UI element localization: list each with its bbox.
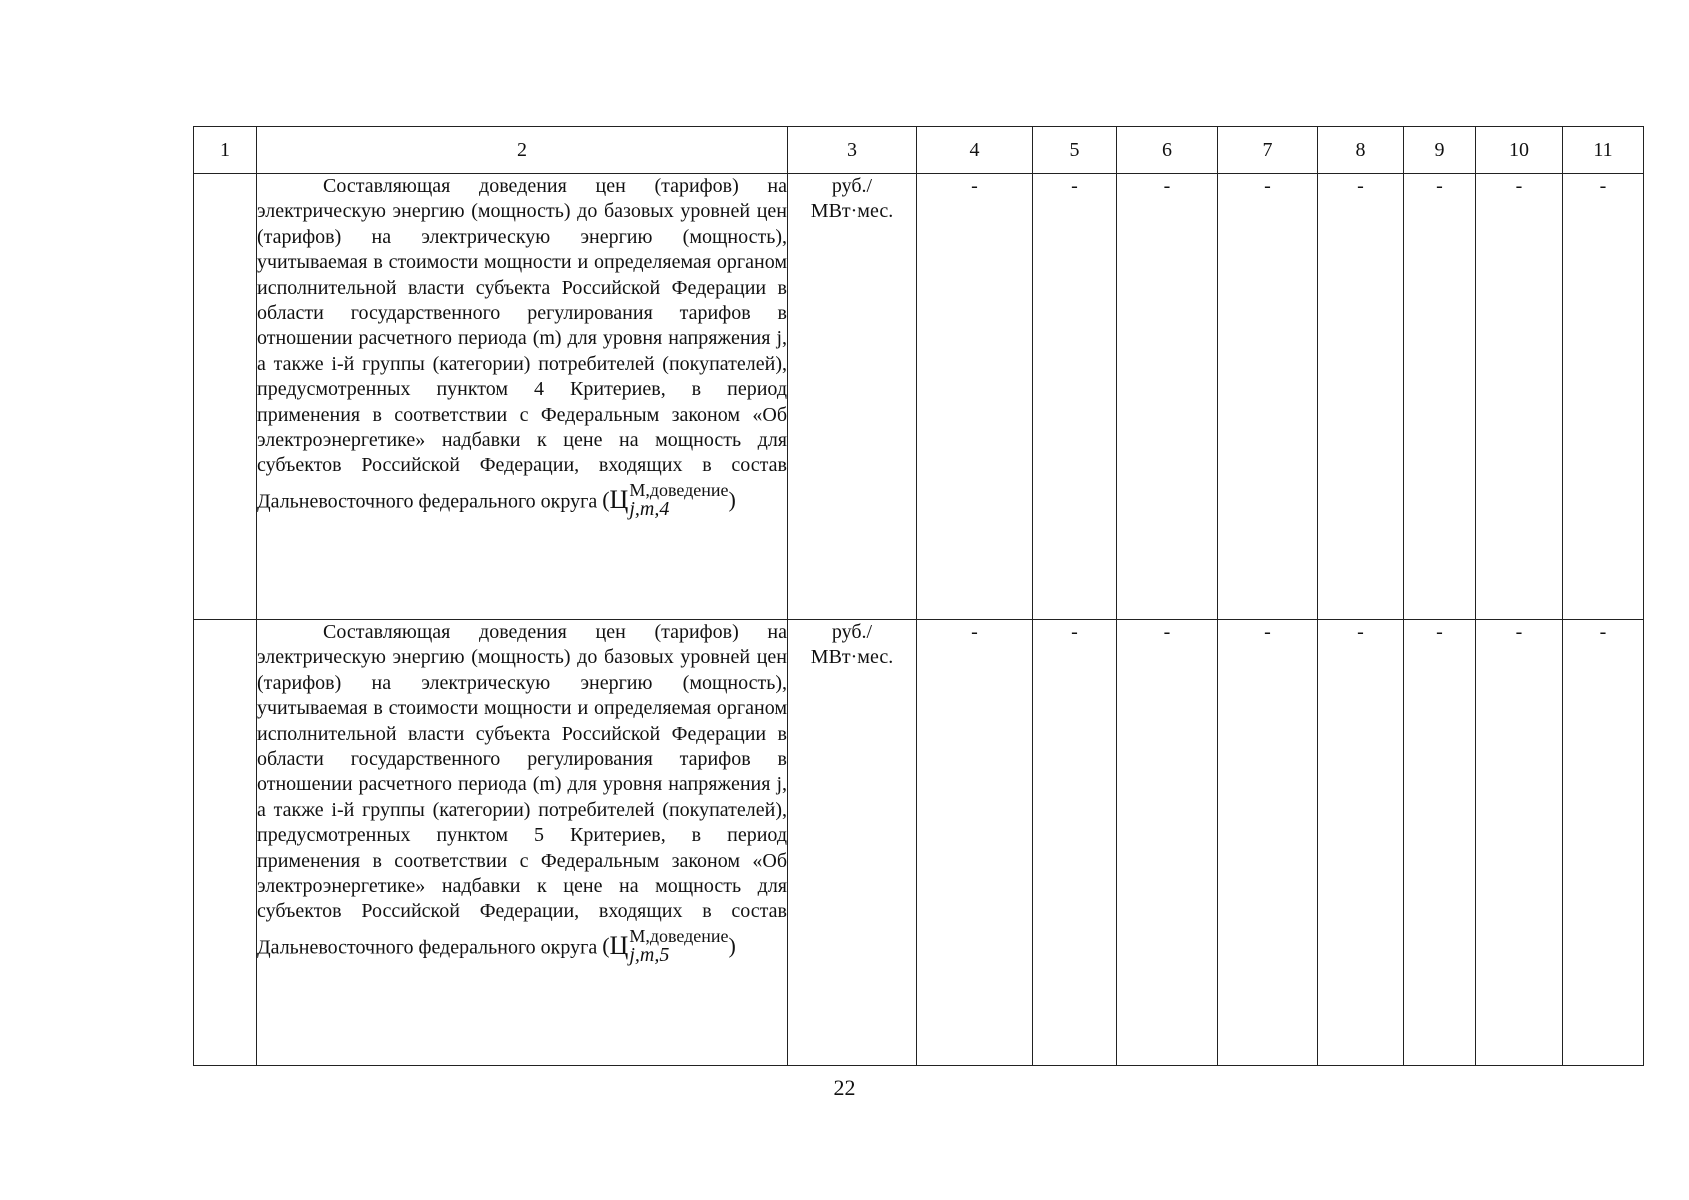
row-number-cell xyxy=(194,174,257,620)
value-cell-8: - xyxy=(1318,620,1404,1066)
value-cell-10: - xyxy=(1476,174,1563,620)
formula: ( Ц М,доведение j,m,4 ) xyxy=(602,479,736,520)
col-header-5: 5 xyxy=(1033,127,1117,174)
value-cell-4: - xyxy=(917,620,1033,1066)
description-text: Составляющая доведения цен (тарифов) на электрическую энергию (мощность) до базовых уровней цен (тарифов) на электрическую энергию (мощность), учитываемая в стоимости мощности и определяемая органом исполнительной власти субъекта Российской Федерации в области государственного регулирования тарифов в отношении расчетного периода (m) для уровня напряжения j, а также i-й группы (категории) потребителей (покупателей), предусмотренных пунктом 5 Критериев, в период применения в соответствии с Федеральным законом «Об электроэнергетике» надбавки к цене на мощность для субъектов Российской Федерации, входящих в состав Дальневосточного федерального округа xyxy=(257,621,787,959)
value-cell-6: - xyxy=(1117,174,1218,620)
col-header-1: 1 xyxy=(194,127,257,174)
value-cell-11: - xyxy=(1563,620,1644,1066)
description-cell xyxy=(257,174,788,620)
unit-cell xyxy=(788,174,917,620)
value-cell-5: - xyxy=(1033,174,1117,620)
unit-line-2: МВт·мес. xyxy=(810,646,894,669)
value-cell-6: - xyxy=(1117,620,1218,1066)
col-header-8: 8 xyxy=(1318,127,1404,174)
col-header-10: 10 xyxy=(1476,127,1563,174)
formula-symbol: Ц xyxy=(609,485,629,515)
page-number: 22 xyxy=(833,1075,856,1100)
value-cell-7: - xyxy=(1218,174,1318,620)
col-header-6: 6 xyxy=(1117,127,1218,174)
formula: ( Ц М,доведение j,m,5 ) xyxy=(602,925,736,966)
description-cell xyxy=(257,620,788,1066)
col-header-7: 7 xyxy=(1218,127,1318,174)
value-cell-8: - xyxy=(1318,174,1404,620)
row-number-cell xyxy=(194,620,257,1066)
value-cell-7: - xyxy=(1218,620,1318,1066)
formula-superscript: М,доведение xyxy=(629,925,729,946)
value-cell-11: - xyxy=(1563,174,1644,620)
table-row xyxy=(194,620,1644,1066)
description-text: Составляющая доведения цен (тарифов) на электрическую энергию (мощность) до базовых уровней цен (тарифов) на электрическую энергию (мощность), учитываемая в стоимости мощности и определяемая органом исполнительной власти субъекта Российской Федерации в области государственного регулирования тарифов в отношении расчетного периода (m) для уровня напряжения j, а также i-й группы (категории) потребителей (покупателей), предусмотренных пунктом 4 Критериев, в период применения в соответствии с Федеральным законом «Об электроэнергетике» надбавки к цене на мощность для субъектов Российской Федерации, входящих в состав Дальневосточного федерального округа xyxy=(257,175,787,513)
formula-symbol: Ц xyxy=(609,931,629,961)
formula-subscript: j,m,5 xyxy=(629,943,670,966)
value-cell-10: - xyxy=(1476,620,1563,1066)
col-header-3: 3 xyxy=(788,127,917,174)
unit-line-1: руб./ xyxy=(831,175,873,197)
value-cell-9: - xyxy=(1404,174,1476,620)
formula-subscript: j,m,4 xyxy=(629,497,670,520)
table-row xyxy=(194,174,1644,620)
col-header-11: 11 xyxy=(1563,127,1644,174)
unit-line-1: руб./ xyxy=(831,621,873,643)
col-header-4: 4 xyxy=(917,127,1033,174)
value-cell-4: - xyxy=(917,174,1033,620)
col-header-9: 9 xyxy=(1404,127,1476,174)
header-row xyxy=(194,127,1644,174)
col-header-2: 2 xyxy=(257,127,788,174)
unit-line-2: МВт·мес. xyxy=(810,200,894,223)
tariff-table xyxy=(193,126,1644,1066)
formula-superscript: М,доведение xyxy=(629,479,729,500)
value-cell-9: - xyxy=(1404,620,1476,1066)
unit-cell xyxy=(788,620,917,1066)
value-cell-5: - xyxy=(1033,620,1117,1066)
